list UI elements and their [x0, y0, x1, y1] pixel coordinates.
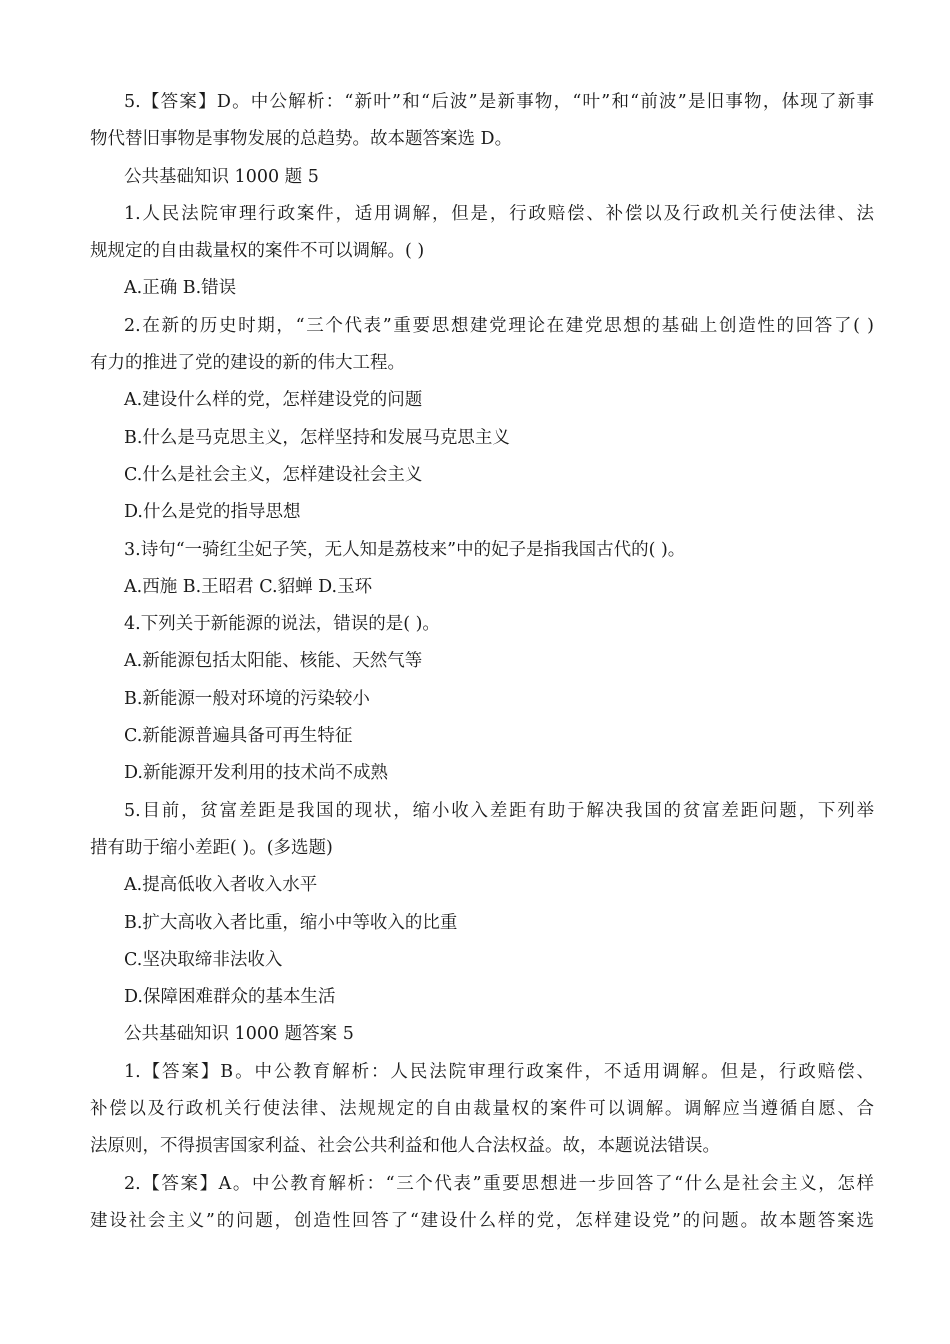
answer-2-line-1: 2.【答案】A。中公教育解析：“三个代表”重要思想进一步回答了“什么是社会主义，怎样 — [124, 1173, 874, 1194]
question-2-line-1: 2.在新的历史时期，“三个代表”重要思想建党理论在建党思想的基础上创造性的回答了( ) — [124, 315, 874, 336]
question-5-option-d: D.保障困难群众的基本生活 — [124, 987, 336, 1008]
section-heading-questions: 公共基础知识 1000 题 5 — [124, 166, 319, 187]
answer-5-line-2: 物代替旧事物是事物发展的总趋势。故本题答案选 D。 — [90, 129, 513, 150]
question-4-option-d: D.新能源开发利用的技术尚不成熟 — [124, 763, 388, 784]
answer-1-line-2: 补偿以及行政机关行使法律、法规规定的自由裁量权的案件可以调解。调解应当遵循自愿、合 — [90, 1099, 874, 1120]
document-body — [90, 84, 874, 1240]
question-5-option-a: A.提高低收入者收入水平 — [124, 875, 318, 896]
question-3-options: A.西施 B.王昭君 C.貂蝉 D.玉环 — [124, 576, 373, 597]
question-2-option-b: B.什么是马克思主义，怎样坚持和发展马克思主义 — [124, 427, 510, 448]
answer-2-line-2: 建设社会主义”的问题，创造性回答了“建设什么样的党，怎样建设党”的问题。故本题答案选 — [90, 1210, 874, 1231]
answer-1-line-3: 法原则，不得损害国家利益、社会公共利益和他人合法权益。故，本题说法错误。 — [90, 1136, 720, 1157]
question-2-option-a: A.建设什么样的党，怎样建设党的问题 — [124, 390, 423, 411]
question-5-line-2: 措有助于缩小差距( )。(多选题) — [90, 837, 333, 858]
question-4-option-b: B.新能源一般对环境的污染较小 — [124, 688, 370, 709]
question-4-stem: 4.下列关于新能源的说法，错误的是( )。 — [124, 614, 440, 635]
question-2-line-2: 有力的推进了党的建设的新的伟大工程。 — [90, 353, 405, 374]
question-4-option-a: A.新能源包括太阳能、核能、天然气等 — [124, 651, 423, 672]
question-1-line-1: 1.人民法院审理行政案件，适用调解，但是，行政赔偿、补偿以及行政机关行使法律、法 — [124, 203, 874, 224]
answer-5-line-1: 5.【答案】D。中公解析：“新叶”和“后波”是新事物，“叶”和“前波”是旧事物，体现了新事 — [124, 92, 874, 112]
answer-1-line-1: 1.【答案】B。中公教育解析：人民法院审理行政案件，不适用调解。但是，行政赔偿、 — [124, 1061, 874, 1082]
question-1-line-2: 规规定的自由裁量权的案件不可以调解。( ) — [90, 241, 425, 262]
question-5-option-b: B.扩大高收入者比重，缩小中等收入的比重 — [124, 912, 458, 933]
question-3-stem: 3.诗句“一骑红尘妃子笑，无人知是荔枝来”中的妃子是指我国古代的( )。 — [124, 539, 686, 560]
question-5-option-c: C.坚决取缔非法收入 — [124, 949, 283, 970]
section-heading-answers: 公共基础知识 1000 题答案 5 — [124, 1024, 354, 1045]
question-2-option-c: C.什么是社会主义，怎样建设社会主义 — [124, 464, 423, 485]
question-4-option-c: C.新能源普遍具备可再生特征 — [124, 726, 353, 747]
question-2-option-d: D.什么是党的指导思想 — [124, 502, 301, 523]
question-1-options: A.正确 B.错误 — [124, 278, 237, 299]
question-5-line-1: 5.目前，贫富差距是我国的现状，缩小收入差距有助于解决我国的贫富差距问题，下列举 — [124, 800, 874, 821]
